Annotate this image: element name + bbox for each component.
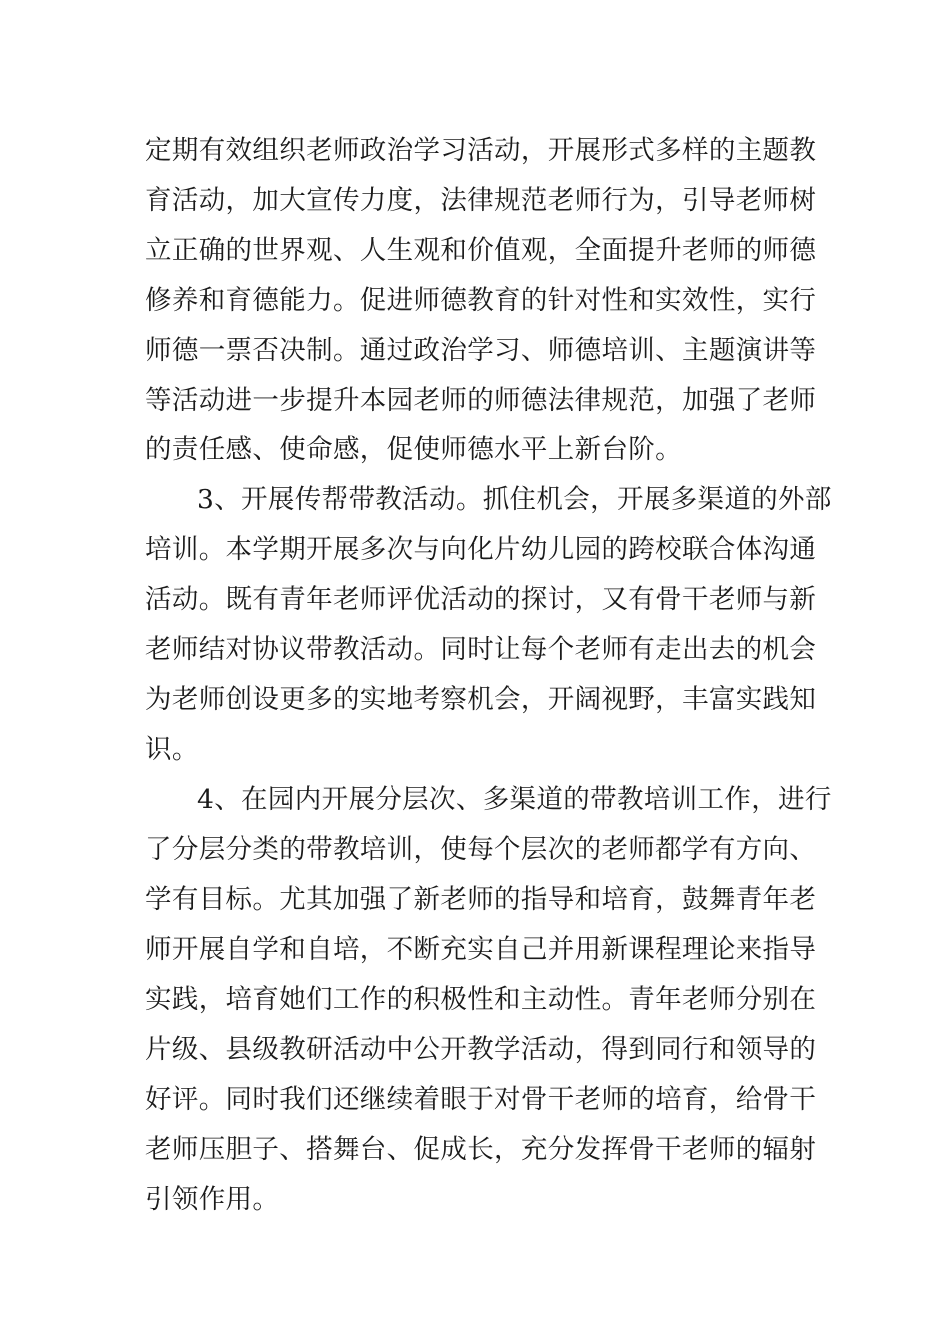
paragraph-1-line-7: 的责任感、使命感，促使师德水平上新台阶。 (145, 434, 682, 465)
paragraph-1-line-5: 师德一票否决制。通过政治学习、师德培训、主题演讲等 (145, 335, 817, 366)
paragraph-1-line-3: 立正确的世界观、人生观和价值观，全面提升老师的师德 (145, 235, 817, 266)
paragraph-2-line-4: 老师结对协议带教活动。同时让每个老师有走出去的机会 (145, 634, 817, 665)
paragraph-3-line-1: 4、在园内开展分层次、多渠道的带教培训工作，进行 (197, 784, 832, 815)
paragraph-3-line-2: 了分层分类的带教培训，使每个层次的老师都学有方向、 (145, 834, 817, 865)
paragraph-3-line-3: 学有目标。尤其加强了新老师的指导和培育，鼓舞青年老 (145, 884, 817, 915)
paragraph-3-line-8: 老师压胆子、搭舞台、促成长，充分发挥骨干老师的辐射 (145, 1134, 817, 1165)
paragraph-1-line-6: 等活动进一步提升本园老师的师德法律规范，加强了老师 (145, 385, 817, 416)
paragraph-2-line-2: 培训。本学期开展多次与向化片幼儿园的跨校联合体沟通 (145, 534, 817, 565)
paragraph-3-line-9: 引领作用。 (145, 1184, 280, 1215)
paragraph-1-line-1: 定期有效组织老师政治学习活动，开展形式多样的主题教 (145, 135, 817, 166)
paragraph-3-line-7: 好评。同时我们还继续着眼于对骨干老师的培育，给骨干 (145, 1084, 817, 1115)
paragraph-3-line-4: 师开展自学和自培，不断充实自己并用新课程理论来指导 (145, 934, 817, 965)
paragraph-3-line-6: 片级、县级教研活动中公开教学活动，得到同行和领导的 (145, 1034, 817, 1065)
paragraph-1-line-4: 修养和育德能力。促进师德教育的针对性和实效性，实行 (145, 285, 817, 316)
paragraph-2-line-5: 为老师创设更多的实地考察机会，开阔视野，丰富实践知 (145, 684, 817, 715)
paragraph-1-line-2: 育活动，加大宣传力度，法律规范老师行为，引导老师树 (145, 185, 817, 216)
paragraph-3-line-5: 实践，培育她们工作的积极性和主动性。青年老师分别在 (145, 984, 817, 1015)
paragraph-2-line-1: 3、开展传帮带教活动。抓住机会，开展多渠道的外部 (197, 484, 832, 515)
paragraph-2-line-6: 识。 (145, 734, 199, 765)
paragraph-2-line-3: 活动。既有青年老师评优活动的探讨，又有骨干老师与新 (145, 584, 817, 615)
